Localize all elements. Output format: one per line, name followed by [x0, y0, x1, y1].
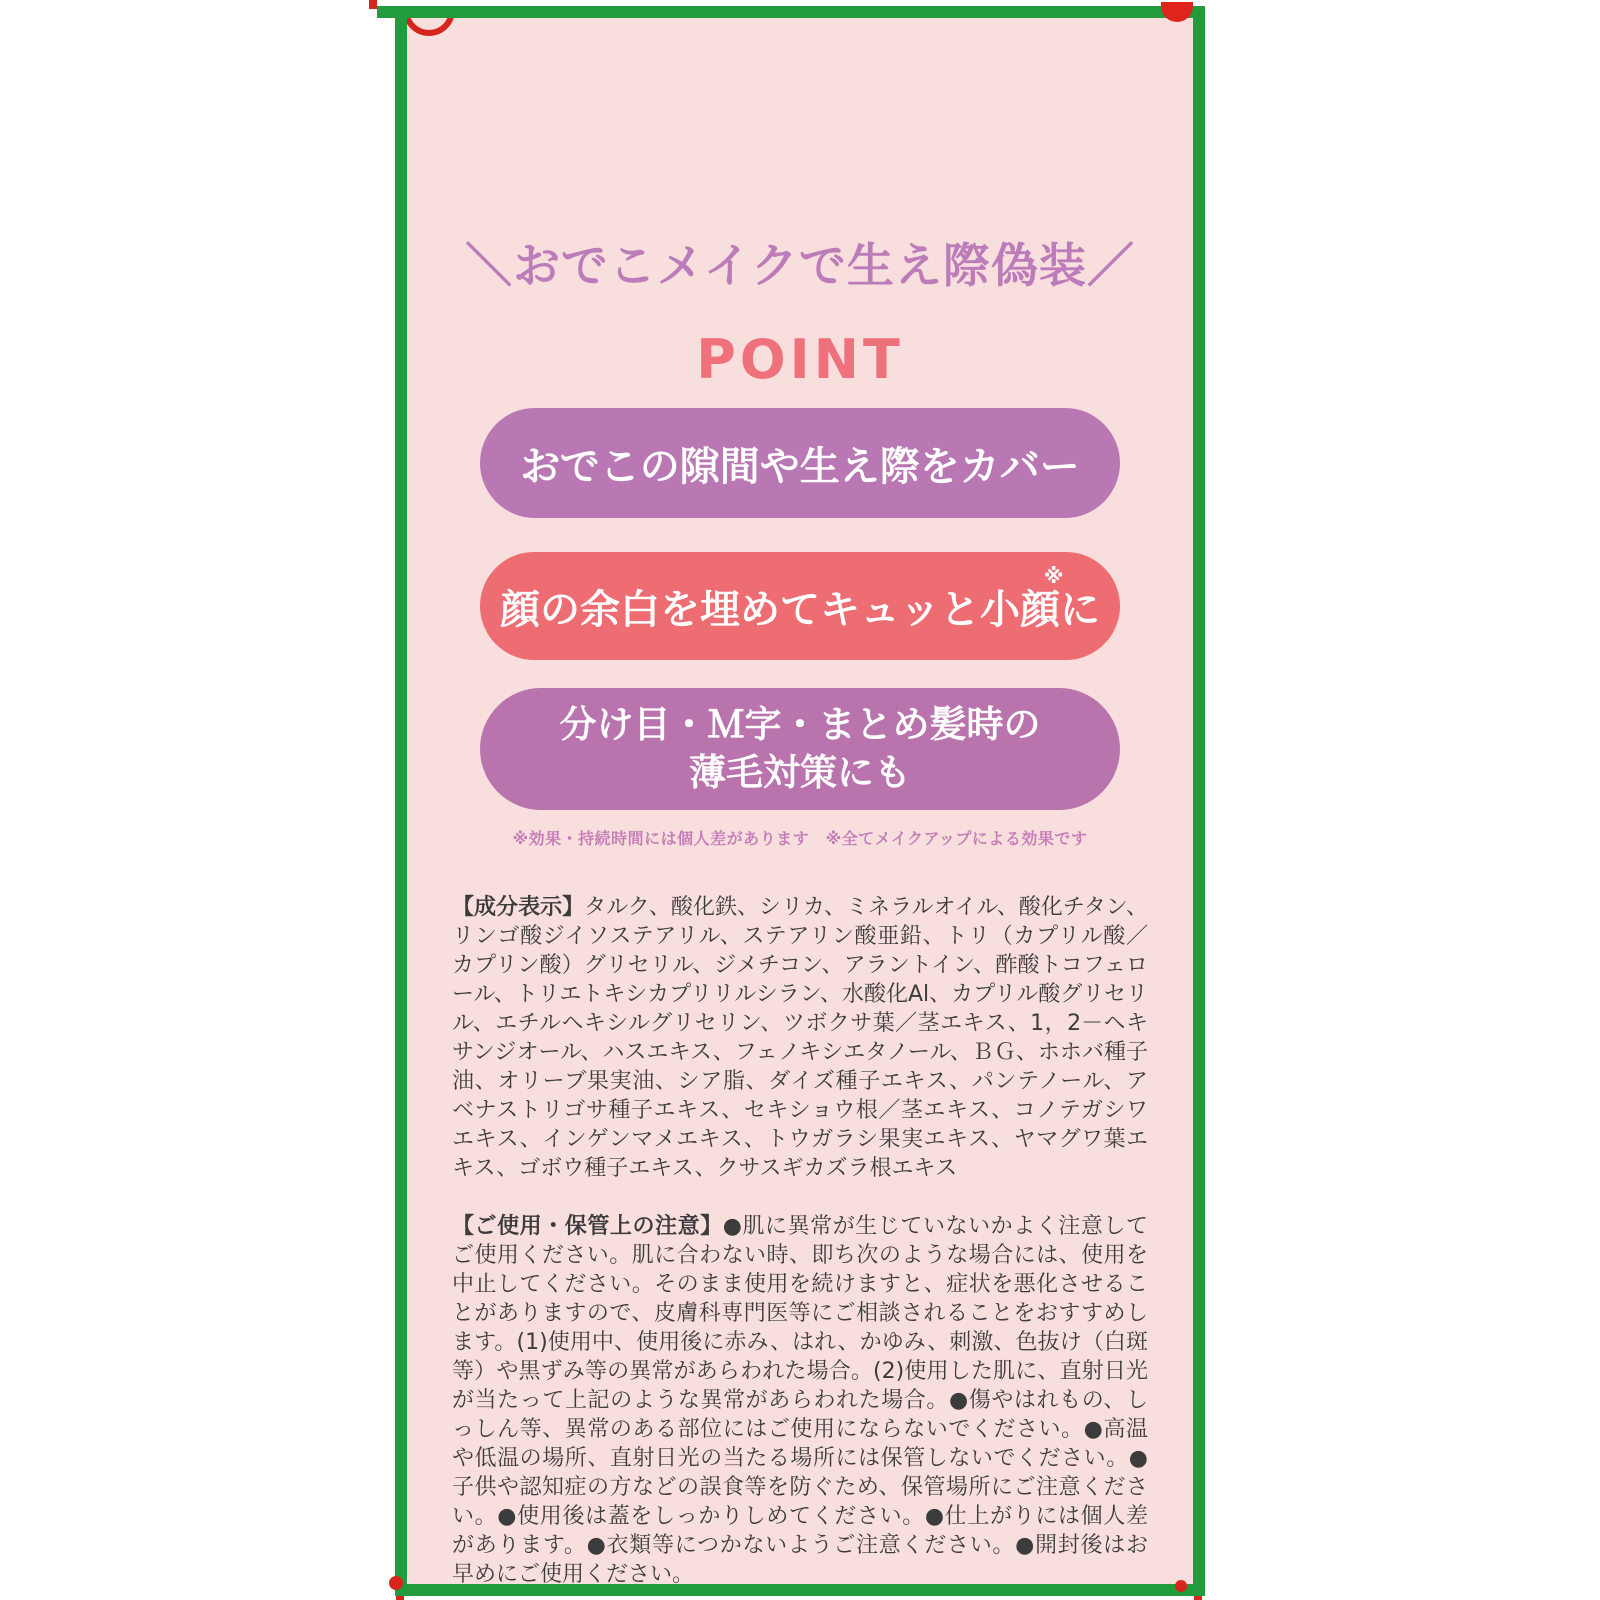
ingredients-text: タルク、酸化鉄、シリカ、ミネラルオイル、酸化チタン、リンゴ酸ジイソステアリル、ステアリン酸亜鉛、トリ（カプリル酸／カプリン酸）グリセリル、ジメチコン、アラントイン、酢酸トコフェロール、トリエトキシカプリリルシラン、水酸化Al、カプリル酸グリセリル、エチルヘキシルグリセリン、ツボクサ葉／茎エキス、1，2－ヘキサンジオール、ハスエキス、フェノキシエタノール、ＢＧ、ホホバ種子油、オリーブ果実油、シア脂、ダイズ種子エキス、パンテノール、アベナストリゴサ種子エキス、セキショウ根／茎エキス、コノテガシワエキス、インゲンマメエキス、トウガラシ果実エキス、ヤマグワ葉エキス、ゴボウ種子エキス、クサスギカズラ根エキス: [452, 895, 1149, 1181]
small-face-text-after-note: に: [1060, 586, 1100, 633]
point-pill-small-face-text: 顔の余白を埋めてキュッと小顔※に: [500, 563, 1100, 633]
crop-mark-top-far-left: [369, 0, 377, 9]
ingredients-label: 【成分表示】: [452, 895, 585, 920]
frame-top-bar-extension: [377, 6, 395, 18]
point-pill-hairline-cover-text: おでこの隙間や生え際をカバー: [520, 443, 1080, 490]
point-heading: POINT: [696, 328, 904, 391]
crop-tick-bottom-right: [1194, 1596, 1202, 1600]
thinning-hair-line1: 分け目・Ｍ字・まとめ髪時の: [559, 703, 1041, 746]
cautions-text: ●肌に異常が生じていないかよく注意してご使用ください。肌に合わない時、即ち次のような場合には、使用を中止してください。そのまま使用を続けますと、症状を悪化させることがありますので、皮膚科専門医等にご相談されることをおすすめします。(1)使用中、使用後に赤み、はれ、かゆみ、刺激、色抜け（白斑等）や黒ずみ等の異常があらわれた場合。(2)使用した肌に、直射日光が当たって上記のような異常があらわれた場合。●傷やはれもの、しっしん等、異常のある部位にはご使用にならないでください。●高温や低温の場所、直射日光の当たる場所には保管しないでください。●子供や認知症の方などの誤食等を防ぐため、保管場所にご注意ください。●使用後は蓋をしっかりしめてください。●仕上がりには個人差があります。●衣類等につかないようご注意ください。●開封後はお早めにご使用ください。: [452, 1214, 1148, 1587]
point-pill-thinning-hair-text: [560, 701, 1041, 797]
crop-mark-bottom-right: [1175, 1580, 1187, 1592]
point-pill-hairline-cover: [480, 408, 1120, 518]
disclaimer-note: ※効果・持続時間には個人差があります ※全てメイクアップによる効果です: [512, 829, 1088, 848]
product-label-back-panel: [395, 0, 1205, 1600]
small-face-text-before-note: 顔の余白を埋めてキュッと小顔: [500, 586, 1060, 633]
cautions-section: [452, 1212, 1148, 1589]
point-pill-thinning-hair: [480, 688, 1120, 810]
thinning-hair-line2: 薄毛対策にも: [689, 751, 911, 794]
cautions-label: 【ご使用・保管上の注意】: [452, 1214, 723, 1239]
ingredients-section: [452, 893, 1148, 1183]
headline: ＼おでこメイクで生え際偽装／: [465, 239, 1135, 294]
crop-mark-bottom-left: [389, 1576, 403, 1590]
point-pill-small-face: [480, 552, 1120, 660]
crop-tick-bottom-left: [396, 1596, 404, 1600]
